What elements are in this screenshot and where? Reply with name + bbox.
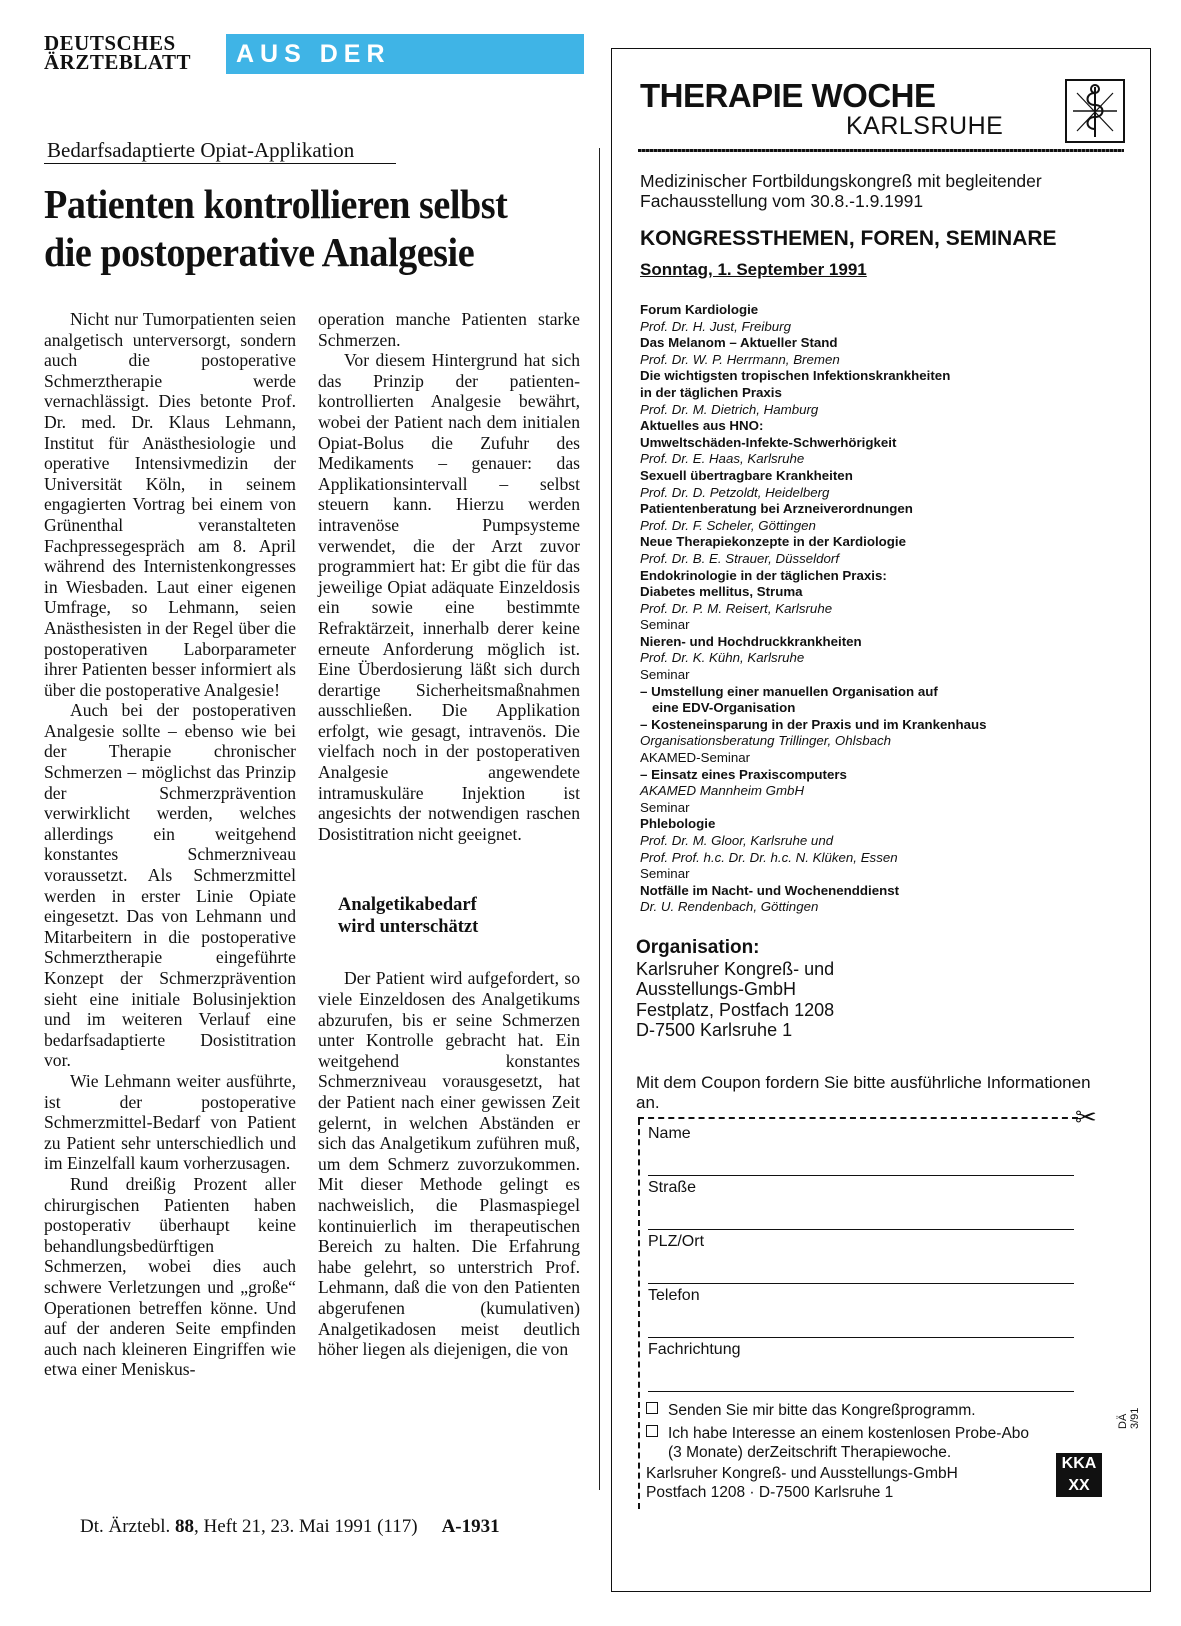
field-label: Straße	[648, 1179, 697, 1196]
scissors-icon: ✂	[1075, 1103, 1097, 1133]
program-line: Prof. Dr. K. Kühn, Karlsruhe	[640, 650, 805, 666]
program-line: Phlebologie	[640, 816, 716, 832]
program-line: Die wichtigsten tropischen Infektionskrankheiten	[640, 368, 951, 384]
ad-date: Sonntag, 1. September 1991	[640, 260, 867, 279]
program-line: – Einsatz eines Praxiscomputers	[640, 766, 847, 782]
masthead	[44, 31, 584, 108]
paragraph: Vor diesem Hintergrund hat sich das Prinzip der patienten-kontrollierten Analgesie bewährt, wobei der Patient nach dem initialen Opiat-Bolus die Zufuhr des Medikaments – genauer: das Applikationsintervall – selbst steuern kann. Hierzu werden intravenöse Pumpsysteme verwendet, die der Arzt zuvor programmiert hat: Er gibt die für das jeweilige Opiat adäquate Einzeldosis ein sowie eine bestimmte Refraktärzeit, innerhalb derer keine erneute Anforderung möglich ist. Eine Überdosierung läßt sich durch derartige Sicherheitsmaßnahmen ausschließen. Die Applikation erfolgt, wie gesagt, intravenös. Die vielfach noch in der postoperativen Analgesie angewendete intramuskuläre Injektion ist angesichts der notwendigen raschen Dosistitration nicht geeignet.	[318, 350, 580, 844]
program-line: Umweltschäden-Infekte-Schwerhörigkeit	[640, 434, 897, 450]
article-headline	[44, 180, 565, 276]
program-line: AKAMED-Seminar	[640, 750, 751, 766]
article-kicker: Bedarfsadaptierte Opiat-Applikation	[47, 138, 355, 162]
program-line: Prof. Prof. h.c. Dr. Dr. h.c. N. Klüken, Essen	[640, 849, 898, 865]
program-line: Endokrinologie in der täglichen Praxis:	[640, 567, 887, 583]
field-label: Name	[648, 1125, 691, 1142]
program-line: Forum Kardiologie	[640, 302, 759, 317]
program-line: Dr. U. Rendenbach, Göttingen	[640, 899, 819, 915]
column-divider	[599, 148, 600, 1490]
subheading-line-1: Analgetikabedarf	[338, 895, 477, 916]
organisation-line: D-7500 Karlsruhe 1	[636, 1020, 793, 1040]
street-field[interactable]	[648, 1179, 1074, 1230]
option-program	[646, 1401, 976, 1420]
kicker-rule	[44, 163, 396, 164]
coupon-intro: Mit dem Coupon fordern Sie bitte ausführliche Informationen an.	[636, 1073, 1091, 1112]
program-line: Aktuelles aus HNO:	[640, 418, 764, 434]
paragraph: Auch bei der postoperativen Analgesie sollte – ebenso wie bei der Therapie chronischer Schmerzen – möglichst das Prinzip der Schmerzprävention verwirklicht werden, welches allerdings ein weitgehend konstantes Schmerzniveau voraussetzt. Als Schmerzmittel werden in erster Linie Opiate eingesetzt. Das von Lehmann und Mitarbeitern in die postoperative Schmerztherapie eingeführte Konzept der Schmerzprävention sieht eine initiale Bolusinjektion und im weiteren Verlauf eine bedarfsadaptierte Dosistitration vor.	[44, 700, 296, 1071]
program-line: Prof. Dr. F. Scheler, Göttingen	[640, 517, 816, 533]
address-line: Karlsruher Kongreß- und Ausstellungs-GmbH	[646, 1465, 958, 1482]
organisation-line: Festplatz, Postfach 1208	[636, 999, 835, 1020]
program-line: eine EDV-Organisation	[652, 700, 796, 716]
paragraph: operation manche Patienten starke Schmerzen.	[318, 309, 580, 350]
option-label-line-2: (3 Monate) derZeitschrift Therapiewoche.	[668, 1444, 952, 1461]
program-line: Seminar	[640, 667, 690, 683]
ad-title: THERAPIE WOCHE	[640, 77, 936, 114]
paragraph: Nicht nur Tumorpatienten seien analgetisch unterversorgt, sondern auch die postoperative Schmerztherapie werde vernachlässigt. Dies betonte Prof. Dr. med. Dr. Klaus Lehmann, Institut für Anästhesiologie und operative Intensivmedizin der Universität Köln, in seinem engagierten Vortrag bei einem von Grünenthal veranstalteten Fachpressegespräch am 8. April während des Internistenkongresses in Wiesbaden. Laut einer eigenen Umfrage, so Lehmann, seien Anästhesisten in der Regel über die postoperativen Laborparameter ihrer Patienten besser informiert als über die postoperative Analgesie!	[44, 309, 296, 700]
ad-title-rule	[638, 149, 1124, 152]
coupon-left-cut-line	[638, 1119, 640, 1509]
ad-intro: Medizinischer Fortbildungskongreß mit begleitender Fachausstellung vom 30.8.-1.9.1991	[640, 171, 1042, 211]
organisation-block	[636, 938, 834, 1041]
specialty-field[interactable]	[648, 1341, 1074, 1392]
page-footer	[80, 1516, 500, 1538]
option-label: Senden Sie mir bitte das Kongreßprogramm.	[668, 1402, 976, 1419]
field-label: Fachrichtung	[648, 1341, 741, 1358]
program-line: Seminar	[640, 617, 690, 633]
subheading-line-2: wird unterschätzt	[338, 917, 479, 938]
field-label: PLZ/Ort	[648, 1233, 705, 1250]
citation-volume: 88	[174, 1516, 194, 1537]
program-line: Diabetes mellitus, Struma	[640, 584, 803, 600]
organisation-heading: Organisation:	[636, 937, 760, 958]
coupon-cut-line	[638, 1117, 1078, 1119]
headline-line-1: Patienten kontrollieren selbst	[44, 181, 508, 227]
program-line: Prof. Dr. M. Gloor, Karlsruhe und	[640, 833, 834, 848]
field-label: Telefon	[648, 1287, 700, 1304]
program-line: – Umstellung einer manuellen Organisation auf	[640, 683, 938, 699]
program-line: Notfälle im Nacht- und Wochenenddienst	[640, 882, 900, 898]
kka-logo-text-2: XX	[1068, 1477, 1090, 1494]
program-line: Neue Therapiekonzepte in der Kardiologie	[640, 534, 906, 550]
program-checkbox[interactable]	[646, 1402, 658, 1414]
program-line: Das Melanom – Aktueller Stand	[640, 335, 838, 351]
citation-rest: , Heft 21, 23. Mai 1991 (117)	[193, 1516, 418, 1537]
option-label: Ich habe Interesse an einem kostenlosen Probe-Abo	[668, 1425, 1030, 1442]
journal-line-2: ÄRZTEBLATT	[44, 50, 191, 74]
paragraph: Rund dreißig Prozent aller chirurgischen Patienten haben postoperativ überhaupt keine behandlungsbedürftigen Schmerzen, wobei dies auch schwere Verletzungen und „große“ Operationen betreffen könne. Und auf der anderen Seite empfinden auch nach kleineren Eingriffen wie etwa einer Meniskus-	[44, 1173, 296, 1380]
program-line: Prof. Dr. W. P. Herrmann, Bremen	[640, 351, 840, 367]
program-line: Patientenberatung bei Arzneiverordnungen	[640, 501, 913, 517]
city-field[interactable]	[648, 1233, 1074, 1284]
kka-logo-text: KKA	[1061, 1455, 1097, 1472]
advertisement-box	[611, 48, 1151, 1592]
name-field[interactable]	[648, 1125, 1074, 1176]
program-list	[640, 302, 1135, 916]
program-line: Prof. Dr. M. Dietrich, Hamburg	[640, 401, 819, 417]
article-column-1	[44, 309, 296, 1380]
article-column-2	[318, 309, 580, 1360]
program-line: Prof. Dr. B. E. Strauer, Düsseldorf	[640, 550, 840, 566]
trial-checkbox[interactable]	[646, 1425, 658, 1437]
paragraph: Wie Lehmann weiter ausführte, ist der postoperative Schmerzmittel-Bedarf von Patient zu Patient sehr unterschiedlich und im Einzelfall kaum vorherzusagen.	[44, 1070, 296, 1174]
program-line: AKAMED Mannheim GmbH	[640, 783, 805, 799]
paragraph: Der Patient wird aufgefordert, so viele Einzeldosen des Analgetikums abzurufen, bis er seine Schmerzen unter Kontrolle gebracht hat. Ein weitgehend konstantes Schmerzniveau vorausgesetzt, hat der Patient nach einer gewissen Zeit gelernt, in welchen Abständen er sich das Analgetikum zuführen muß, um dem Schmerz zuvorzukommen. Mit dieser Methode gelingt es nachweislich, die Plasmaspiegel kontinuierlich im therapeutischen Bereich zu halten. Die Erfahrung habe gelehrt, so unterstrich Prof. Lehmann, daß die von den Patienten abgerufenen (kumulativen) Analgetikadosen meist deutlich höher liegen als diejenigen, die von	[318, 968, 580, 1360]
headline-line-2: die postoperative Analgesie	[44, 229, 475, 275]
program-line: Prof. Dr. H. Just, Freiburg	[640, 318, 791, 334]
program-line: in der täglichen Praxis	[640, 384, 782, 400]
kka-logo-icon	[1056, 1453, 1102, 1497]
ad-subtitle: KARLSRUHE	[846, 112, 1004, 140]
coupon-address	[646, 1464, 958, 1502]
program-line: – Kosteneinsparung in der Praxis und im Krankenhaus	[640, 716, 987, 732]
program-line: Organisationsberatung Trillinger, Ohlsbach	[640, 733, 892, 749]
program-line: Sexuell übertragbare Krankheiten	[640, 467, 853, 483]
organisation-line: Ausstellungs-GmbH	[636, 979, 797, 999]
option-trial-subscription	[646, 1424, 1029, 1462]
program-line: Seminar	[640, 866, 690, 882]
section-banner: AUS DER INDUSTRIE	[226, 34, 584, 74]
journal-logo	[44, 31, 191, 74]
program-line: Prof. Dr. D. Petzoldt, Heidelberg	[640, 484, 830, 500]
ad-topics-heading: KONGRESSTHEMEN, FOREN, SEMINARE	[640, 227, 1057, 250]
program-line: Prof. Dr. P. M. Reisert, Karlsruhe	[640, 600, 833, 616]
organisation-line: Karlsruher Kongreß- und	[636, 958, 835, 979]
program-line: Seminar	[640, 799, 690, 815]
article-subheading	[338, 894, 580, 938]
journal-line-1: DEUTSCHES	[44, 31, 176, 55]
page-number: A-1931	[441, 1516, 500, 1537]
ad-code: DÄ 3/91	[1117, 1407, 1141, 1429]
caduceus-logo-icon	[1065, 79, 1125, 143]
address-line: Postfach 1208 · D-7500 Karlsruhe 1	[646, 1484, 894, 1501]
program-line: Nieren- und Hochdruckkrankheiten	[640, 633, 862, 649]
citation-prefix: Dt. Ärztebl.	[80, 1516, 175, 1537]
phone-field[interactable]	[648, 1287, 1074, 1338]
program-line: Prof. Dr. E. Haas, Karlsruhe	[640, 451, 805, 467]
